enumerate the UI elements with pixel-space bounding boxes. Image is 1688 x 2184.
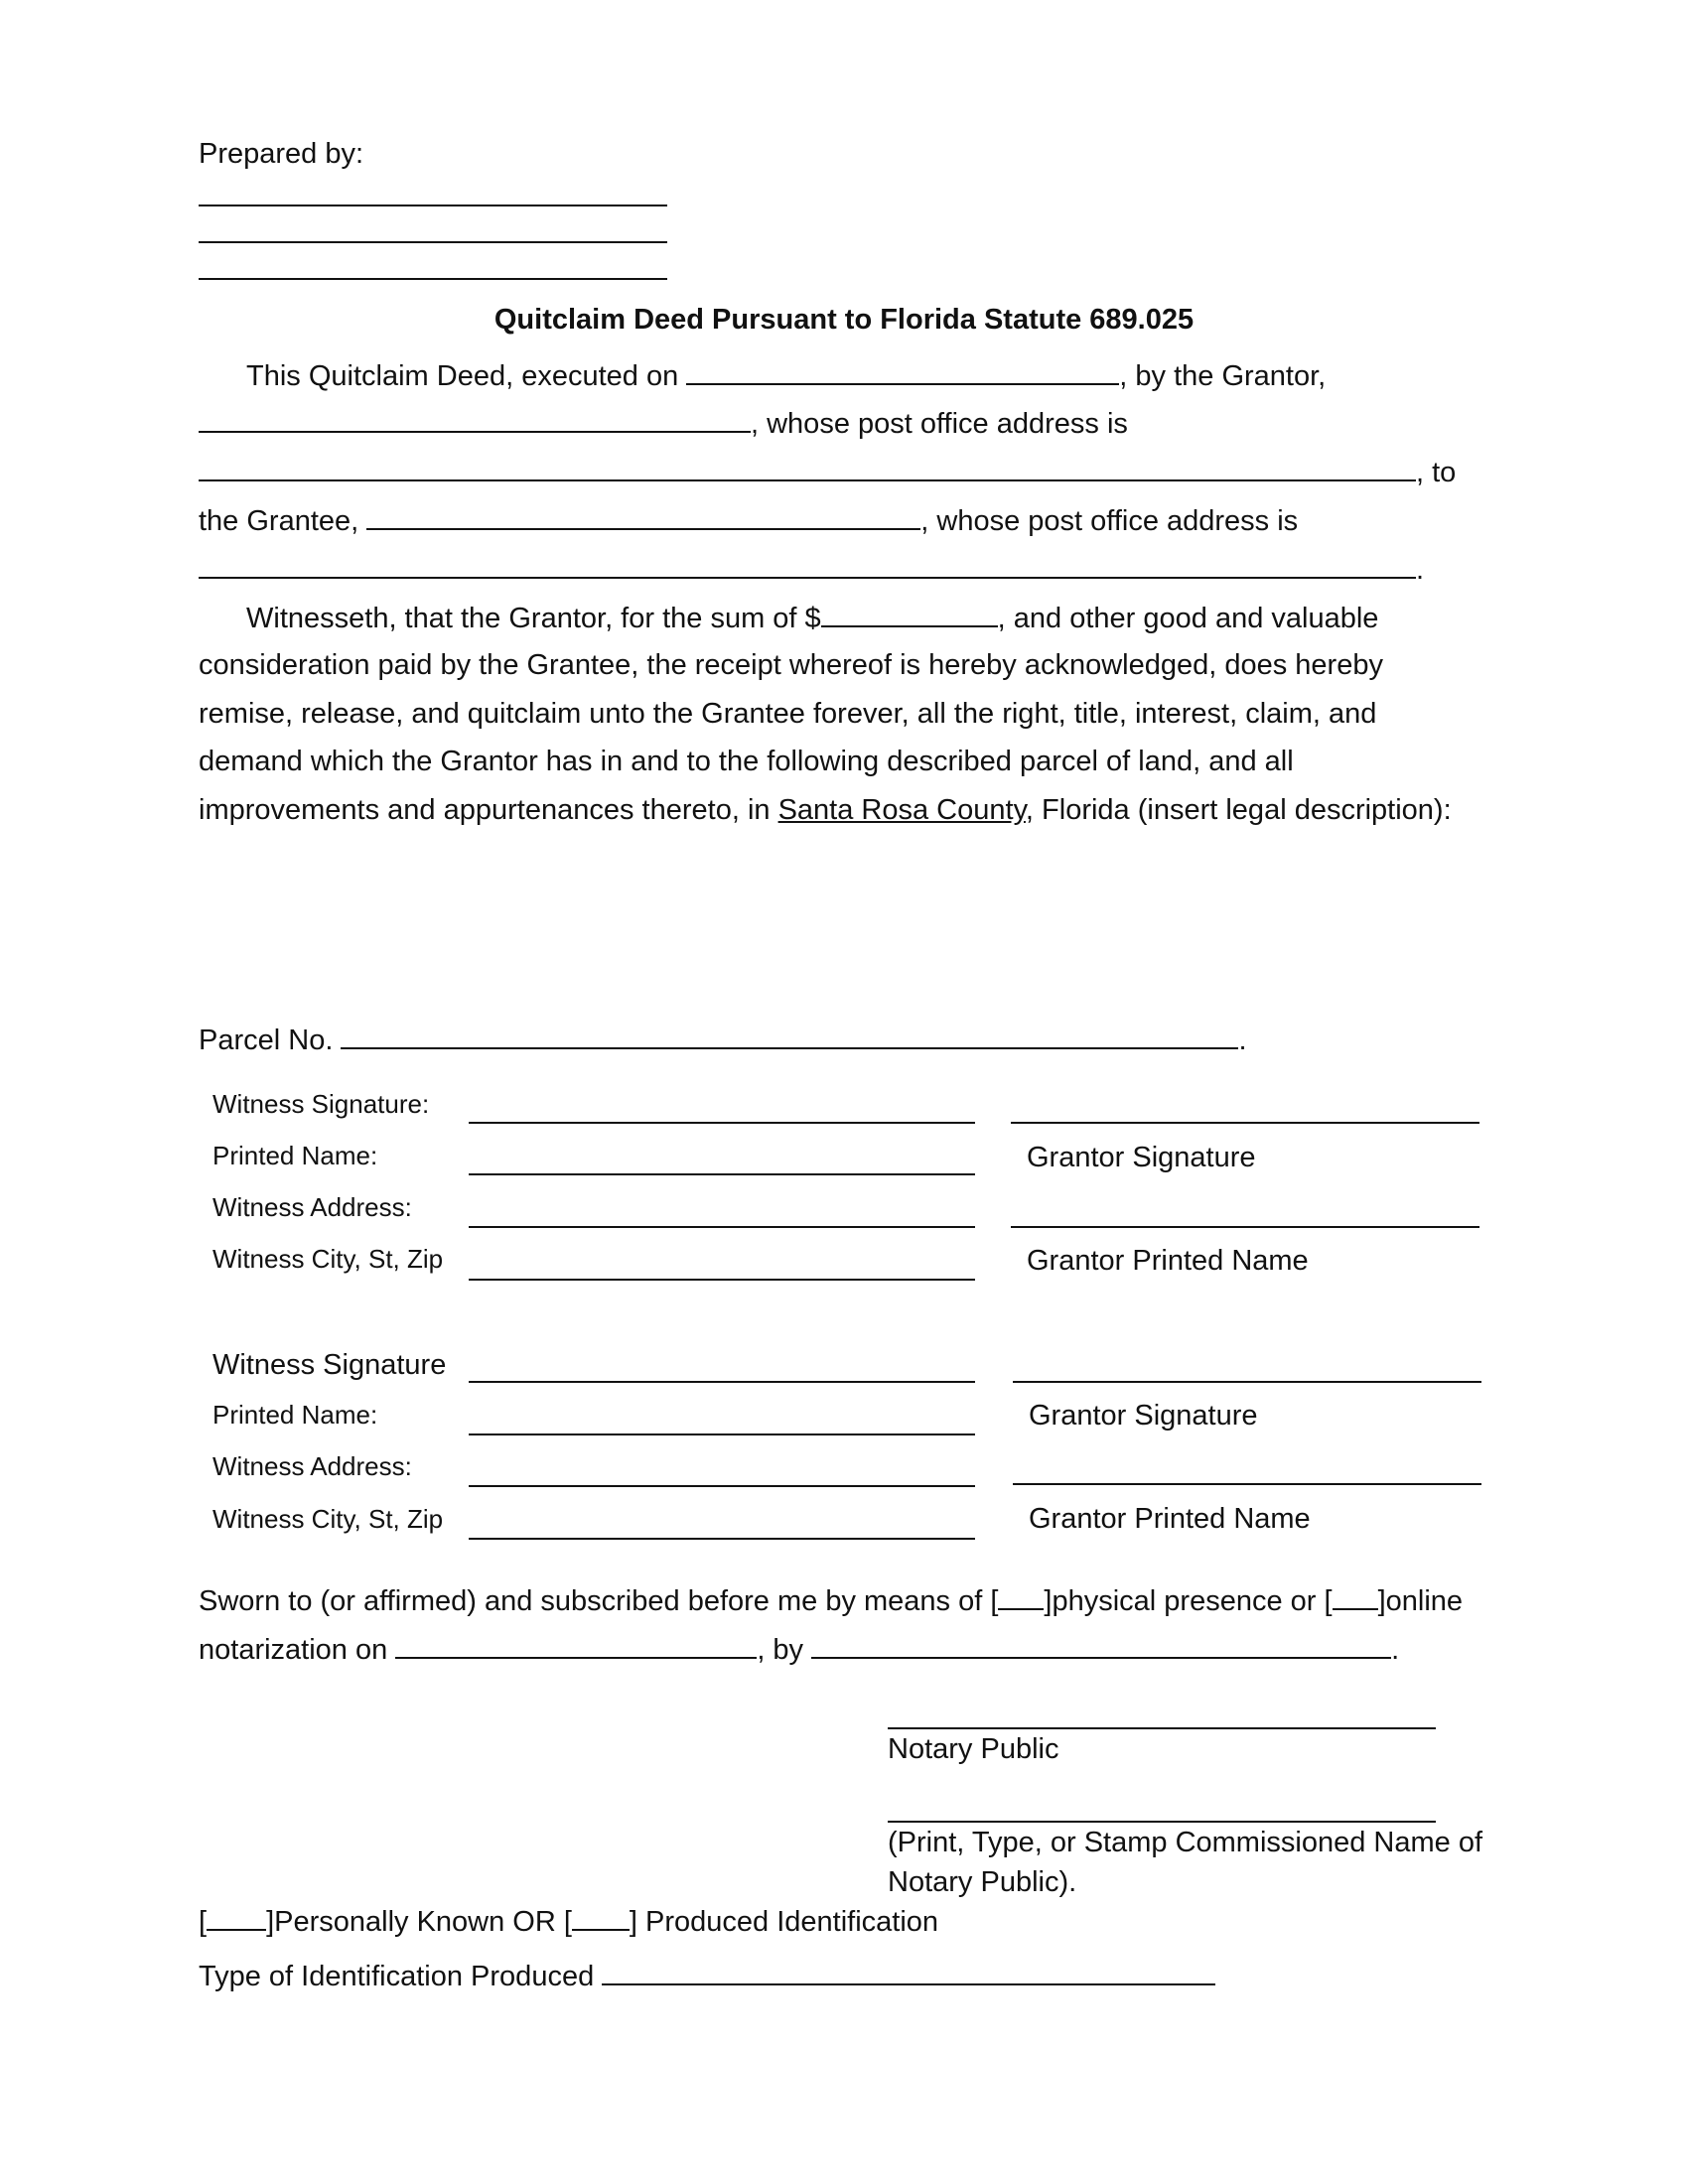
county-name: Santa Rosa County: [777, 794, 1026, 826]
known-bracket-open: [: [199, 1906, 208, 1938]
document-title: Quitclaim Deed Pursuant to Florida Statute 689.025: [493, 304, 1195, 336]
id-type-label: Type of Identification Produced: [199, 1961, 595, 1992]
intro-the-grantee: the Grantee,: [199, 505, 359, 537]
notarization-period: .: [1391, 1634, 1400, 1666]
witness2-city-label: Witness City, St, Zip: [212, 1504, 444, 1534]
intro-line-5: [199, 551, 1424, 588]
notarization-on-label: notarization on: [199, 1634, 388, 1666]
sworn-line-1: [199, 1582, 1463, 1619]
parcel-label: Parcel No.: [199, 1024, 334, 1056]
consideration-legal-description: , Florida (insert legal description):: [1025, 794, 1452, 826]
id-type-line: [199, 1958, 1215, 1994]
sworn-line-2: [199, 1631, 1399, 1668]
id-type-field[interactable]: [602, 1958, 1215, 1985]
intro-grantee-address-label: , whose post office address is: [920, 505, 1299, 537]
prepared-by-line-2[interactable]: [199, 241, 667, 243]
grantor-address-field[interactable]: [199, 454, 1416, 481]
execution-date-field[interactable]: [686, 357, 1119, 385]
sworn-text-a: Sworn to (or affirmed) and subscribed before me by means of [: [199, 1585, 999, 1617]
witness2-signature-label: Witness Signature: [212, 1349, 447, 1381]
witness1-city-label: Witness City, St, Zip: [212, 1244, 444, 1274]
intro-executed-on: This Quitclaim Deed, executed on: [246, 360, 679, 392]
witness2-printed-name-line[interactable]: [469, 1433, 975, 1435]
intro-line-4: [199, 502, 1298, 539]
by-label: , by: [757, 1634, 804, 1666]
witness2-address-label: Witness Address:: [212, 1451, 412, 1481]
physical-presence-checkbox[interactable]: [998, 1582, 1044, 1610]
consideration-line-5: [199, 792, 1452, 828]
intro-line-3: [199, 454, 1456, 490]
intro-line-2: [199, 405, 1128, 442]
notarization-by-field[interactable]: [811, 1631, 1391, 1659]
parcel-number-field[interactable]: [341, 1022, 1238, 1049]
intro-to: , to: [1416, 457, 1457, 488]
consideration-line-1: [246, 600, 1378, 636]
witness1-printed-name-label: Printed Name:: [212, 1141, 378, 1170]
intro-grantor-address-label: , whose post office address is: [751, 408, 1128, 440]
grantee-address-field[interactable]: [199, 551, 1416, 579]
intro-period: .: [1416, 554, 1425, 586]
notary-public-label: Notary Public: [888, 1733, 1059, 1765]
prepared-by-line-1[interactable]: [199, 205, 667, 206]
produced-id-label: ] Produced Identification: [629, 1906, 939, 1938]
consideration-sum-label: Witnesseth, that the Grantor, for the sum of $: [246, 603, 821, 634]
notary-name-line[interactable]: [888, 1821, 1436, 1823]
parcel-line: [199, 1022, 1247, 1058]
witness2-signature-line[interactable]: [469, 1381, 975, 1383]
witness2-city-line[interactable]: [469, 1538, 975, 1540]
witness2-address-line[interactable]: [469, 1485, 975, 1487]
grantor1-printed-name-line[interactable]: [1011, 1226, 1479, 1228]
personally-known-label: ]Personally Known OR [: [266, 1906, 572, 1938]
grantor-name-field[interactable]: [199, 405, 751, 433]
personally-known-checkbox[interactable]: [207, 1903, 266, 1931]
witness2-printed-name-label: Printed Name:: [212, 1400, 378, 1430]
grantor2-printed-name-label: Grantor Printed Name: [1029, 1503, 1311, 1535]
consideration-other: , and other good and valuable: [997, 603, 1379, 634]
notarization-date-field[interactable]: [395, 1631, 757, 1659]
witness1-signature-label: Witness Signature:: [212, 1089, 430, 1119]
consideration-line-2: consideration paid by the Grantee, the receipt whereof is hereby acknowledged, does hereby: [199, 649, 1383, 681]
identification-line: [199, 1903, 938, 1940]
witness1-printed-name-line[interactable]: [469, 1173, 975, 1175]
notary-signature-line[interactable]: [888, 1727, 1436, 1729]
consideration-improvements: improvements and appurtenances thereto, in: [199, 794, 771, 826]
grantor1-signature-line[interactable]: [1011, 1122, 1479, 1124]
consideration-line-3: remise, release, and quitclaim unto the Grantee forever, all the right, title, interest, claim, and: [199, 698, 1377, 730]
consideration-amount-field[interactable]: [821, 600, 998, 627]
sworn-text-c: ]online: [1377, 1585, 1464, 1617]
grantor2-signature-label: Grantor Signature: [1029, 1400, 1258, 1432]
prepared-by-label: Prepared by:: [199, 138, 364, 170]
witness1-signature-line[interactable]: [469, 1122, 975, 1124]
notary-commission-line-2: Notary Public).: [888, 1866, 1077, 1898]
sworn-text-b: ]physical presence or [: [1044, 1585, 1333, 1617]
grantor1-printed-name-label: Grantor Printed Name: [1027, 1245, 1309, 1277]
notary-commission-line-1: (Print, Type, or Stamp Commissioned Name of: [888, 1827, 1483, 1858]
produced-id-checkbox[interactable]: [572, 1903, 630, 1931]
prepared-by-line-3[interactable]: [199, 278, 667, 280]
grantor2-signature-line[interactable]: [1013, 1381, 1481, 1383]
witness1-city-line[interactable]: [469, 1279, 975, 1281]
grantee-name-field[interactable]: [366, 502, 920, 530]
consideration-line-4: demand which the Grantor has in and to the following described parcel of land, and all: [199, 746, 1294, 777]
online-notarization-checkbox[interactable]: [1333, 1582, 1378, 1610]
intro-by-grantor: , by the Grantor,: [1119, 360, 1327, 392]
grantor1-signature-label: Grantor Signature: [1027, 1142, 1256, 1173]
witness1-address-line[interactable]: [469, 1226, 975, 1228]
intro-line-1: [246, 357, 1326, 394]
grantor2-printed-name-line[interactable]: [1013, 1483, 1481, 1485]
parcel-period: .: [1238, 1024, 1247, 1056]
witness1-address-label: Witness Address:: [212, 1192, 412, 1222]
